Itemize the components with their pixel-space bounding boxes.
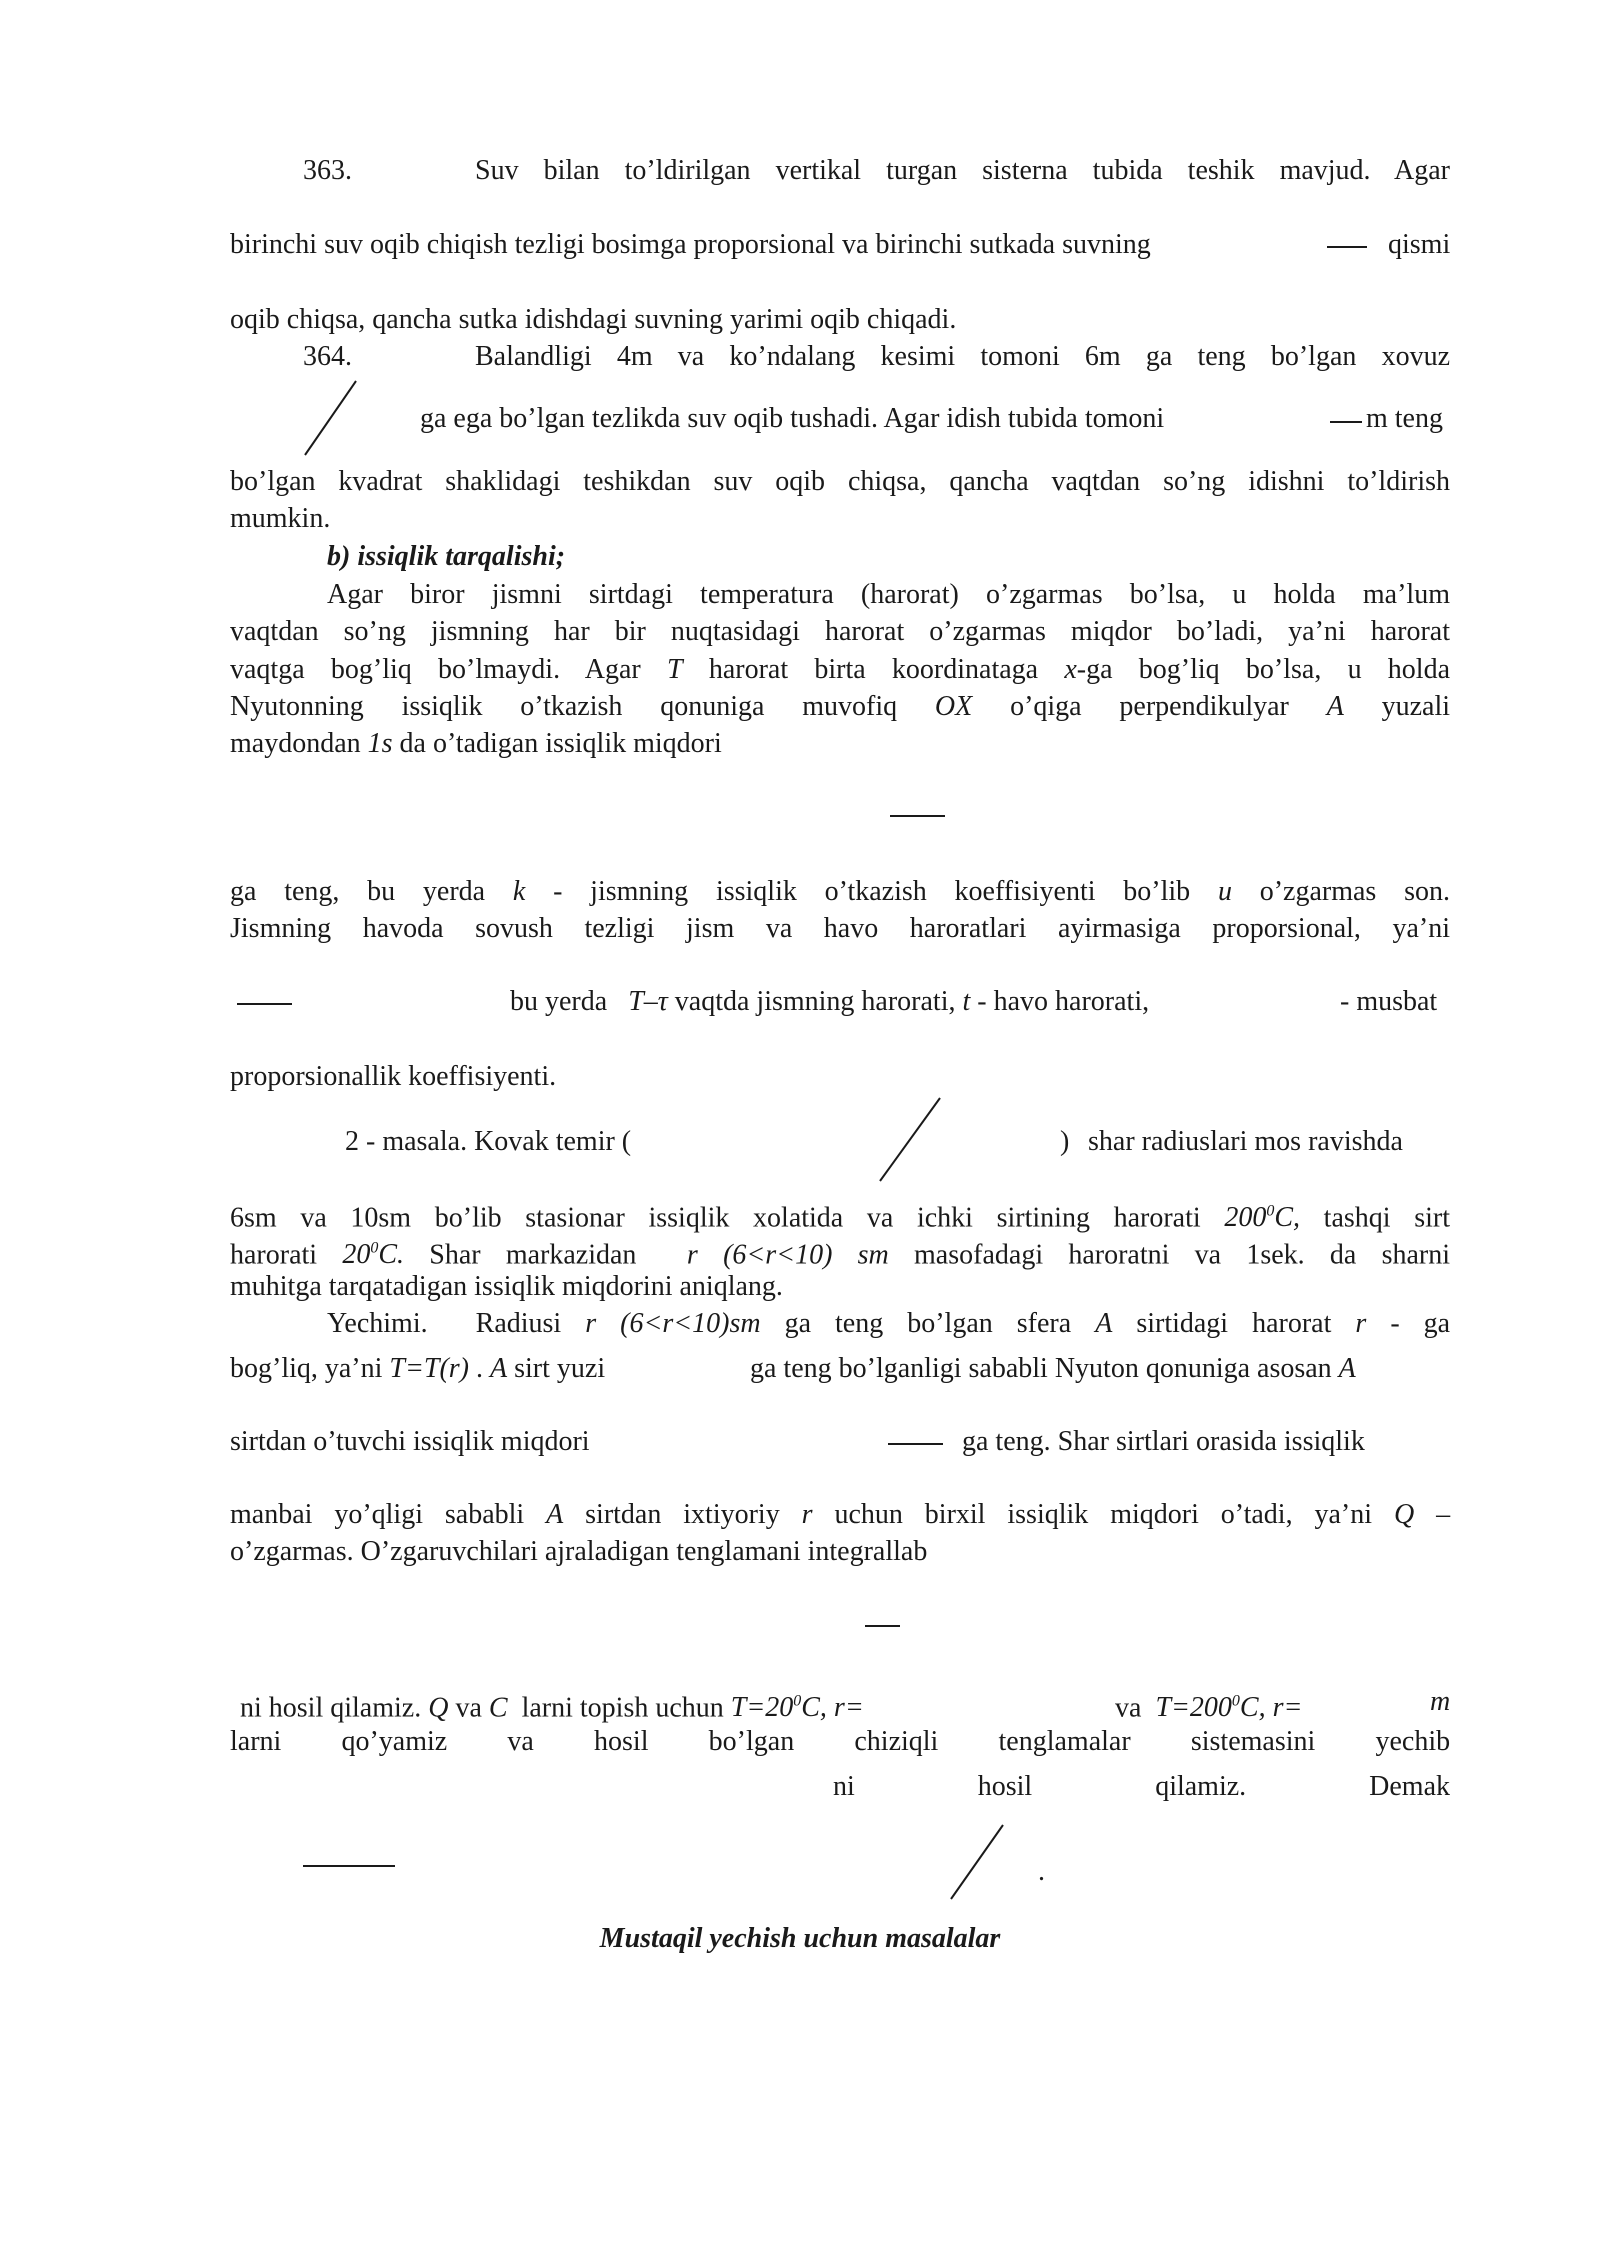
solution-line6-start: ni hosil qilamiz. Q va C larni topish uchun $T=20^0C$, r= bbox=[240, 1692, 864, 1724]
problem-363-line2: birinchi suv oqib chiqish tezligi bosimga proporsional va birinchi sutkada suvning bbox=[230, 229, 1151, 260]
solution-line7: larni qo’yamiz va hosil bo’lgan chiziqli tenglamalar sistemasini yechib bbox=[230, 1726, 1451, 1757]
problem-363-line3: oqib chiqsa, qancha sutka idishdagi suvning yarimi oqib chiqadi. bbox=[230, 304, 957, 335]
fraction-bar bbox=[890, 815, 945, 817]
problem-363-line1: Suv bilan to’ldirilgan vertikal turgan sisterna tubida teshik mavjud. Agar bbox=[475, 155, 1450, 186]
fraction-bar bbox=[303, 1865, 395, 1867]
closing-heading: Mustaqil yechish uchun masalalar bbox=[599, 1923, 1001, 1954]
example-2-line1-start: 2 - masala. Kovak temir ( bbox=[345, 1126, 632, 1157]
intro-line4: Nyutonning issiqlik o’tkazish qonuniga muvofiq OX o’qiga perpendikulyar A yuzali bbox=[230, 691, 1451, 722]
example-2-line1-close: ) bbox=[1060, 1126, 1070, 1157]
solution-line8: ni hosil qilamiz. Demak bbox=[833, 1771, 1450, 1802]
fraction-bar bbox=[1330, 421, 1362, 423]
example-2-line2: 6sm va 10sm bo’lib stasionar issiqlik xolatida va ichki sirtining harorati $200^0C$, tashqi sirt bbox=[230, 1202, 1450, 1234]
solution-end-dot: . bbox=[1038, 1856, 1045, 1887]
example-2-line1-end: shar radiuslari mos ravishda bbox=[1088, 1126, 1403, 1157]
after-formula-line2: Jismning havoda sovush tezligi jism va havo haroratlari ayirmasiga proporsional, ya’ni bbox=[230, 913, 1450, 944]
fraction-bar bbox=[865, 1625, 900, 1627]
solution-line4: manbai yo’qligi sababli A sirtdan ixtiyoriy r uchun birxil issiqlik miqdori o’tadi, ya’ni Q – bbox=[230, 1499, 1451, 1530]
example-2-line3: harorati $20^0C$. Shar markazidan r (6<r<10) sm masofadagi haroratni va 1sek. da sharni bbox=[230, 1239, 1451, 1271]
problem-364-line4: mumkin. bbox=[230, 503, 331, 534]
problem-364-line2: ga ega bo’lgan tezlikda suv oqib tushadi. Agar idish tubida tomoni bbox=[420, 403, 1165, 434]
formula-slash bbox=[300, 378, 360, 458]
problem-363-line2-end: qismi bbox=[1388, 229, 1451, 260]
solution-line6-end: m bbox=[1430, 1686, 1451, 1717]
problem-364-line2-end: m teng bbox=[1366, 403, 1443, 434]
after-formula-line4: proporsionallik koeffisiyenti. bbox=[230, 1061, 557, 1092]
after-formula-line3: bu yerda T–τ vaqtda jismning harorati, t - havo harorati, bbox=[510, 986, 1150, 1017]
formula-slash bbox=[875, 1095, 945, 1185]
fraction-bar bbox=[237, 1003, 292, 1005]
intro-line5: maydondan 1s da o’tadigan issiqlik miqdori bbox=[230, 728, 722, 759]
solution-line3-end: ga teng. Shar sirtlari orasida issiqlik bbox=[962, 1426, 1365, 1457]
intro-line1: Agar biror jismni sirtdagi temperatura (harorat) o’zgarmas bo’lsa, u holda ma’lum bbox=[327, 579, 1450, 610]
intro-line2: vaqtdan so’ng jismning har bir nuqtasidagi harorat o’zgarmas miqdor bo’ladi, ya’ni harorat bbox=[230, 616, 1450, 647]
solution-line3-start: sirtdan o’tuvchi issiqlik miqdori bbox=[230, 1426, 590, 1457]
intro-line3: vaqtga bog’liq bo’lmaydi. Agar T harorat birta koordinataga x-ga bog’liq bo’lsa, u holda bbox=[230, 654, 1451, 685]
solution-line1: Yechimi. Radiusi r (6<r<10)sm ga teng bo’lgan sfera A sirtidagi harorat r - ga bbox=[327, 1308, 1451, 1339]
fraction-bar bbox=[1327, 246, 1367, 248]
solution-line2-start: bog’liq, ya’ni T=T(r) . A sirt yuzi bbox=[230, 1353, 606, 1384]
formula-slash bbox=[948, 1822, 1008, 1902]
problem-364-number: 364. bbox=[303, 341, 352, 372]
problem-363-number: 363. bbox=[303, 155, 352, 186]
section-heading: b) issiqlik tarqalishi; bbox=[327, 541, 566, 572]
solution-line5: o’zgarmas. O’zgaruvchilari ajraladigan tenglamani integrallab bbox=[230, 1536, 928, 1567]
after-formula-line3-end: - musbat bbox=[1340, 986, 1438, 1017]
after-formula-line1: ga teng, bu yerda k - jismning issiqlik o’tkazish koeffisiyenti bo’lib u o’zgarmas son. bbox=[230, 876, 1450, 907]
solution-line2-end: ga teng bo’lganligi sababli Nyuton qonuniga asosan A bbox=[750, 1353, 1356, 1384]
problem-364-line1: Balandligi 4m va ko’ndalang kesimi tomoni 6m ga teng bo’lgan xovuz bbox=[475, 341, 1450, 372]
solution-line6-mid: va $T=200^0C$, r= bbox=[1115, 1692, 1303, 1724]
example-2-line4: muhitga tarqatadigan issiqlik miqdorini aniqlang. bbox=[230, 1271, 783, 1302]
problem-364-line3: bo’lgan kvadrat shaklidagi teshikdan suv oqib chiqsa, qancha vaqtdan so’ng idishni to’ldirish bbox=[230, 466, 1450, 497]
fraction-bar bbox=[888, 1443, 943, 1445]
